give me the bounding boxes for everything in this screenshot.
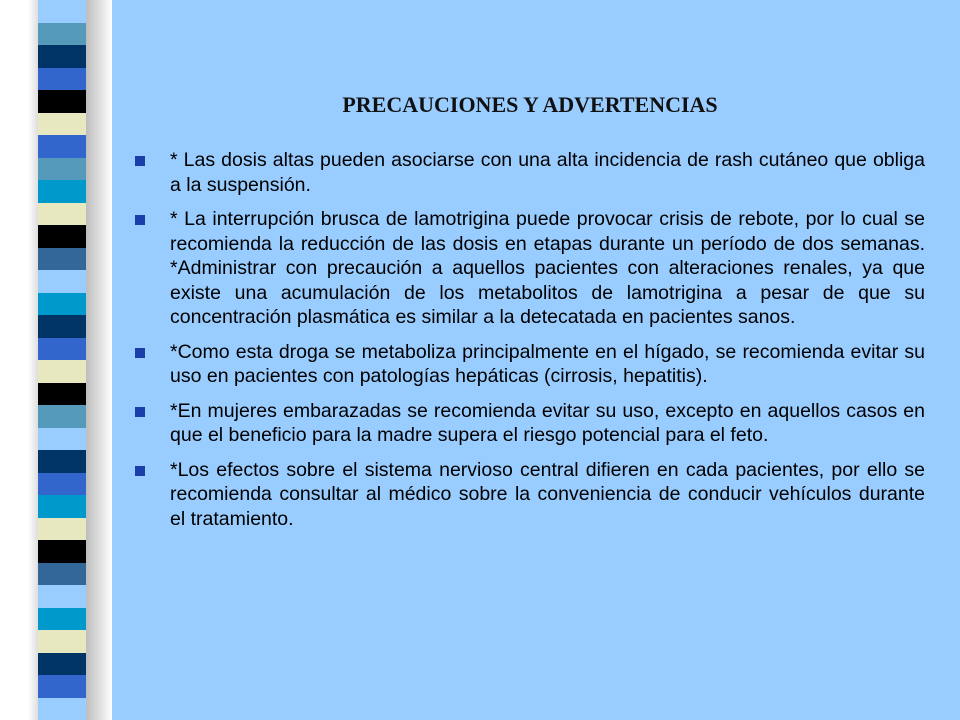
decorative-stripe xyxy=(38,0,86,23)
bullet-text: *En mujeres embarazadas se recomienda evitar su uso, excepto en aquellos casos en que el beneficio para la madre supera el riesgo potencial para el feto. xyxy=(170,399,925,446)
square-bullet-icon xyxy=(135,348,145,358)
decorative-stripe xyxy=(38,473,86,496)
decorative-stripe xyxy=(38,698,86,720)
square-bullet-icon xyxy=(135,156,145,166)
decorative-stripe xyxy=(38,293,86,316)
decorative-stripe xyxy=(38,90,86,113)
decorative-stripe xyxy=(38,653,86,676)
bullet-item xyxy=(135,340,925,389)
bullet-list xyxy=(135,148,925,541)
bullet-item xyxy=(135,148,925,197)
decorative-stripe xyxy=(38,315,86,338)
decorative-stripe xyxy=(38,495,86,518)
decorative-stripe xyxy=(38,68,86,91)
bullet-item xyxy=(135,399,925,448)
decorative-stripe xyxy=(38,158,86,181)
decorative-stripe xyxy=(38,585,86,608)
decorative-stripe xyxy=(38,23,86,46)
bullet-item xyxy=(135,458,925,532)
decorative-stripe xyxy=(38,180,86,203)
slide-title: PRECAUCIONES Y ADVERTENCIAS xyxy=(342,92,718,117)
decorative-stripe xyxy=(38,675,86,698)
decorative-stripe xyxy=(38,608,86,631)
bullet-text: *Los efectos sobre el sistema nervioso central difieren en cada pacientes, por ello se recomienda consultar al médico sobre la conveniencia de conducir vehículos durante el tratamiento. xyxy=(170,458,925,530)
bullet-text: * Las dosis altas pueden asociarse con una alta incidencia de rash cutáneo que obliga a la suspensión. xyxy=(170,149,925,196)
square-bullet-icon xyxy=(135,407,145,417)
decorative-stripe xyxy=(38,383,86,406)
decorative-stripe xyxy=(38,135,86,158)
square-bullet-icon xyxy=(135,466,145,476)
bullet-text: * La interrupción brusca de lamotrigina puede provocar crisis de rebote, por lo cual se recomienda la reducción de las dosis en etapas durante un período de dos semanas. *Administrar con precaución a aquellos pacientes con alteraciones renales, ya que existe una acumulación de los metabolitos de lamotrigina a pesar de que su concentración plasmática es similar a la detecatada en pacientes sanos. xyxy=(170,208,925,328)
bullet-item xyxy=(135,207,925,330)
decorative-stripe xyxy=(38,270,86,293)
decorative-stripe-column xyxy=(38,0,86,720)
decorative-stripe xyxy=(38,248,86,271)
decorative-stripe xyxy=(38,450,86,473)
decorative-stripe xyxy=(38,428,86,451)
decorative-stripe xyxy=(38,563,86,586)
decorative-stripe xyxy=(38,405,86,428)
decorative-stripe xyxy=(38,45,86,68)
decorative-stripe xyxy=(38,630,86,653)
decorative-stripe xyxy=(38,113,86,136)
decorative-stripe xyxy=(38,360,86,383)
decorative-stripe xyxy=(38,518,86,541)
decorative-stripe xyxy=(38,338,86,361)
decorative-stripe xyxy=(38,203,86,226)
decorative-stripe xyxy=(38,540,86,563)
bullet-text: *Como esta droga se metaboliza principalmente en el hígado, se recomienda evitar su uso en pacientes con patologías hepáticas (cirrosis, hepatitis). xyxy=(170,340,925,387)
decorative-side-strip xyxy=(0,0,112,720)
decorative-stripe xyxy=(38,225,86,248)
square-bullet-icon xyxy=(135,215,145,225)
